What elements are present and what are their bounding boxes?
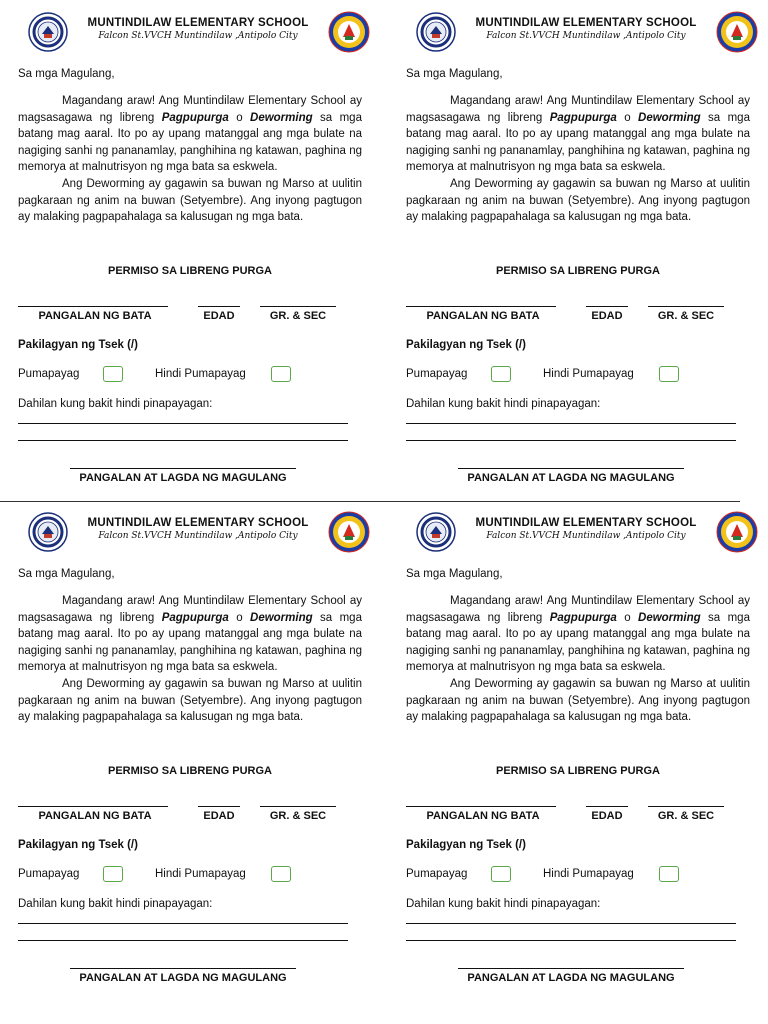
salutation: Sa mga Magulang, [406,68,503,80]
grade-section-field[interactable] [648,306,724,307]
agree-checkbox[interactable] [491,366,511,382]
emphasis-deworming: Deworming [250,611,313,624]
age-field[interactable] [198,306,240,307]
reason-line-1[interactable] [406,423,736,424]
letter-body [406,93,750,226]
letter-body [18,93,362,226]
reason-prompt: Dahilan kung bakit hindi pinapayagan: [18,898,213,910]
school-address: Falcon St.VVCH Muntindilaw ,Antipolo City [98,531,298,541]
grade-section-field[interactable] [260,306,336,307]
disagree-label: Hindi Pumapayag [543,868,634,880]
school-address: Falcon St.VVCH Muntindilaw ,Antipolo City [486,31,686,41]
disagree-label: Hindi Pumapayag [155,868,246,880]
letter-paragraph-1 [18,593,362,676]
signature-label: PANGALAN AT LAGDA NG MAGULANG [79,472,287,484]
check-prompt: Pakilagyan ng Tsek (/) [18,339,138,351]
grade-section-label: GR. & SEC [657,810,715,822]
disagree-label: Hindi Pumapayag [543,368,634,380]
letter-body [406,593,750,726]
deped-seal-icon [28,12,68,52]
school-logo-icon [716,11,758,53]
form-title: PERMISO SA LIBRENG PURGA [108,765,272,777]
school-name: MUNTINDILAW ELEMENTARY SCHOOL [87,17,309,29]
disagree-checkbox[interactable] [659,866,679,882]
check-prompt: Pakilagyan ng Tsek (/) [406,839,526,851]
school-address: Falcon St.VVCH Muntindilaw ,Antipolo City [486,531,686,541]
paragraph-text: o [228,611,251,624]
paragraph-text: sa mga batang mag aaral. Ito po ay upang matanggal ang mga bulate na nagiging sanhi ng pananamlay, panghihina ng katawan, paghina ng memorya at malnutrisyon ng mga bata sa eskwela. [18,611,362,674]
grade-section-label: GR. & SEC [269,310,327,322]
school-logo-icon [328,511,370,553]
permission-slip [10,508,370,998]
agree-checkbox[interactable] [103,866,123,882]
school-name: MUNTINDILAW ELEMENTARY SCHOOL [87,517,309,529]
reason-line-2[interactable] [18,940,348,941]
letter-paragraph-2: Ang Deworming ay gagawin sa buwan ng Marso at uulitin pagkaraan ng anim na buwan (Setyembre). Ang inyong pagtugon ay malaking pagpapahalaga sa kalusugan ng mga bata. [18,677,362,724]
grade-section-field[interactable] [648,806,724,807]
paragraph-text: sa mga batang mag aaral. Ito po ay upang matanggal ang mga bulate na nagiging sanhi ng pananamlay, panghihina ng katawan, paghina ng memorya at malnutrisyon ng mga bata sa eskwela. [18,111,362,174]
reason-prompt: Dahilan kung bakit hindi pinapayagan: [406,898,601,910]
agree-checkbox[interactable] [103,366,123,382]
permission-slip [398,8,758,498]
agree-checkbox[interactable] [491,866,511,882]
letter-paragraph-2: Ang Deworming ay gagawin sa buwan ng Marso at uulitin pagkaraan ng anim na buwan (Setyembre). Ang inyong pagtugon ay malaking pagpapahalaga sa kalusugan ng mga bata. [18,177,362,224]
child-name-label: PANGALAN NG BATA [38,310,152,322]
paragraph-text: o [616,111,639,124]
emphasis-pagpupurga: Pagpupurga [161,111,229,124]
school-name: MUNTINDILAW ELEMENTARY SCHOOL [475,517,697,529]
deped-seal-icon [28,512,68,552]
agree-label: Pumapayag [18,368,80,380]
child-name-field[interactable] [406,806,556,807]
child-name-label: PANGALAN NG BATA [426,310,540,322]
reason-prompt: Dahilan kung bakit hindi pinapayagan: [18,398,213,410]
agree-label: Pumapayag [406,868,468,880]
reason-line-1[interactable] [18,423,348,424]
emphasis-pagpupurga: Pagpupurga [549,611,617,624]
grade-section-label: GR. & SEC [657,310,715,322]
signature-field[interactable] [458,968,684,969]
cut-line [0,501,740,502]
salutation: Sa mga Magulang, [406,568,503,580]
salutation: Sa mga Magulang, [18,568,115,580]
letter-paragraph-1 [406,593,750,676]
disagree-checkbox[interactable] [271,366,291,382]
letter-paragraph-2: Ang Deworming ay gagawin sa buwan ng Marso at uulitin pagkaraan ng anim na buwan (Setyembre). Ang inyong pagtugon ay malaking pagpapahalaga sa kalusugan ng mga bata. [406,677,750,724]
form-title: PERMISO SA LIBRENG PURGA [108,265,272,277]
age-label: EDAD [203,310,235,322]
child-name-label: PANGALAN NG BATA [38,810,152,822]
check-prompt: Pakilagyan ng Tsek (/) [18,839,138,851]
reason-line-2[interactable] [406,440,736,441]
salutation: Sa mga Magulang, [18,68,115,80]
emphasis-pagpupurga: Pagpupurga [161,611,229,624]
child-name-field[interactable] [406,306,556,307]
disagree-checkbox[interactable] [659,366,679,382]
letter-paragraph-1 [18,93,362,176]
form-title: PERMISO SA LIBRENG PURGA [496,265,660,277]
reason-line-1[interactable] [406,923,736,924]
permission-slip [398,508,758,998]
letter-body [18,593,362,726]
disagree-checkbox[interactable] [271,866,291,882]
age-label: EDAD [591,810,623,822]
grade-section-label: GR. & SEC [269,810,327,822]
paragraph-text: o [616,611,639,624]
signature-label: PANGALAN AT LAGDA NG MAGULANG [467,472,675,484]
paragraph-text: Magandang araw! Ang Muntindilaw Elementary School ay magsasagawa ng libreng [406,595,750,624]
agree-label: Pumapayag [406,368,468,380]
emphasis-deworming: Deworming [250,111,313,124]
paragraph-text: Magandang araw! Ang Muntindilaw Elementary School ay magsasagawa ng libreng [406,95,750,124]
signature-field[interactable] [70,468,296,469]
emphasis-deworming: Deworming [638,111,701,124]
child-name-label: PANGALAN NG BATA [426,810,540,822]
age-field[interactable] [586,306,628,307]
school-logo-icon [716,511,758,553]
reason-line-2[interactable] [406,940,736,941]
letter-paragraph-2: Ang Deworming ay gagawin sa buwan ng Marso at uulitin pagkaraan ng anim na buwan (Setyembre). Ang inyong pagtugon ay malaking pagpapahalaga sa kalusugan ng mga bata. [406,177,750,224]
signature-label: PANGALAN AT LAGDA NG MAGULANG [467,972,675,984]
reason-prompt: Dahilan kung bakit hindi pinapayagan: [406,398,601,410]
paragraph-text: o [228,111,251,124]
permission-slip [10,8,370,498]
child-name-field[interactable] [18,306,168,307]
age-label: EDAD [203,810,235,822]
age-label: EDAD [591,310,623,322]
emphasis-deworming: Deworming [638,611,701,624]
school-name: MUNTINDILAW ELEMENTARY SCHOOL [475,17,697,29]
signature-field[interactable] [70,968,296,969]
deped-seal-icon [416,512,456,552]
paragraph-text: sa mga batang mag aaral. Ito po ay upang matanggal ang mga bulate na nagiging sanhi ng pananamlay, panghihina ng katawan, paghina ng memorya at malnutrisyon ng mga bata sa eskwela. [406,111,750,174]
disagree-label: Hindi Pumapayag [155,368,246,380]
reason-line-2[interactable] [18,440,348,441]
signature-field[interactable] [458,468,684,469]
grade-section-field[interactable] [260,806,336,807]
form-title: PERMISO SA LIBRENG PURGA [496,765,660,777]
signature-label: PANGALAN AT LAGDA NG MAGULANG [79,972,287,984]
check-prompt: Pakilagyan ng Tsek (/) [406,339,526,351]
school-logo-icon [328,11,370,53]
paragraph-text: Magandang araw! Ang Muntindilaw Elementary School ay magsasagawa ng libreng [18,595,362,624]
reason-line-1[interactable] [18,923,348,924]
paragraph-text: Magandang araw! Ang Muntindilaw Elementary School ay magsasagawa ng libreng [18,95,362,124]
letter-paragraph-1 [406,93,750,176]
agree-label: Pumapayag [18,868,80,880]
age-field[interactable] [198,806,240,807]
child-name-field[interactable] [18,806,168,807]
school-address: Falcon St.VVCH Muntindilaw ,Antipolo City [98,31,298,41]
letterhead [398,508,758,560]
deped-seal-icon [416,12,456,52]
letterhead [10,508,370,560]
paragraph-text: sa mga batang mag aaral. Ito po ay upang matanggal ang mga bulate na nagiging sanhi ng pananamlay, panghihina ng katawan, paghina ng memorya at malnutrisyon ng mga bata sa eskwela. [406,611,750,674]
age-field[interactable] [586,806,628,807]
letterhead [10,8,370,60]
emphasis-pagpupurga: Pagpupurga [549,111,617,124]
letterhead [398,8,758,60]
